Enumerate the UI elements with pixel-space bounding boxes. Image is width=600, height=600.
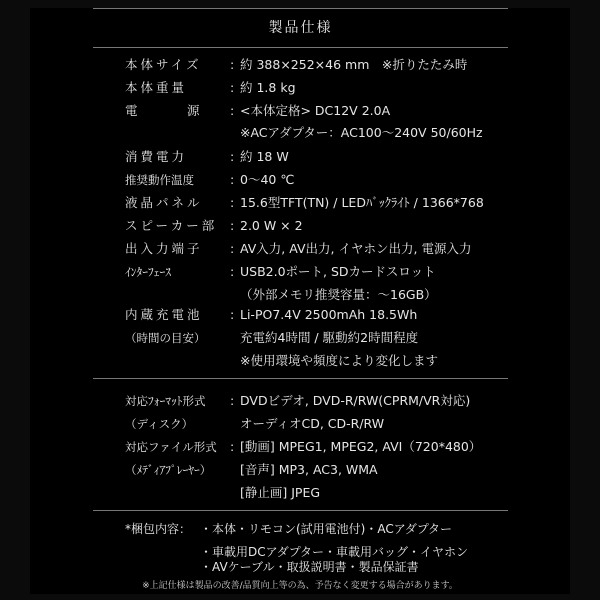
spec-value: USB2.0ポート, SDカードスロット bbox=[240, 264, 436, 279]
footnote: ※上記仕様は製品の改善/品質向上等の為、予告なく変更する場合があります。 bbox=[142, 581, 458, 591]
spec-value: Li-PO7.4V 2500mAh 18.5Wh bbox=[240, 307, 418, 322]
spec-row-consumption: 消費電力 : 約 18 W bbox=[125, 146, 289, 168]
section-divider bbox=[93, 510, 508, 511]
spec-row-speaker: スピーカー部 : 2.0 W × 2 bbox=[125, 215, 303, 237]
spec-value: 15.6型TFT(TN) / LEDﾊﾞｯｸﾗｲﾄ / 1366*768 bbox=[240, 195, 484, 210]
format-subline-image: [静止画] JPEG bbox=[240, 485, 321, 500]
spec-label: スピーカー部 bbox=[125, 218, 218, 233]
format-value: [音声] MP3, AC3, WMA bbox=[240, 462, 378, 477]
spec-value: AV入力, AV出力, イヤホン出力, 電源入力 bbox=[240, 241, 472, 256]
format-value: オーディオCD, CD-R/RW bbox=[240, 416, 385, 431]
section-divider bbox=[93, 378, 508, 379]
spec-value: 約 1.8 kg bbox=[240, 80, 296, 95]
spec-row-weight: 本体重量 : 約 1.8 kg bbox=[125, 77, 296, 99]
format-label: （ﾒﾃﾞｨｱﾌﾟﾚｰﾔｰ） bbox=[125, 463, 212, 477]
spec-subline-note: ※使用環境や頻度により変化します bbox=[240, 353, 438, 368]
package-line: ・AVケーブル・取扱説明書・製品保証書 bbox=[200, 560, 419, 574]
format-row-disc-sub bbox=[125, 413, 384, 435]
spec-label: 出入力端子 bbox=[125, 241, 203, 256]
spec-row-interface: ｲﾝﾀｰﾌｪｰｽ : USB2.0ポート, SDカードスロット bbox=[125, 261, 436, 283]
spec-label: 本体サイズ bbox=[125, 57, 202, 72]
format-label: 対応ﾌｫｰﾏｯﾄ形式 bbox=[125, 394, 206, 408]
spec-row-temperature: 推奨動作温度 : 0〜40 ℃ bbox=[125, 169, 294, 191]
format-row-file-sub bbox=[125, 459, 378, 481]
spec-value: <本体定格> DC12V 2.0A bbox=[240, 103, 391, 118]
format-label: 対応ファイル形式 bbox=[125, 440, 217, 454]
spec-value: 充電約4時間 / 駆動約2時間程度 bbox=[240, 330, 419, 345]
page-title: 製品仕様 bbox=[93, 8, 508, 48]
spec-value: 0〜40 ℃ bbox=[240, 172, 295, 187]
spec-label: （時間の目安） bbox=[125, 331, 206, 345]
format-value: DVDビデオ, DVD-R/RW(CPRM/VR対応) bbox=[240, 393, 471, 408]
format-row-disc: 対応ﾌｫｰﾏｯﾄ形式 : DVDビデオ, DVD-R/RW(CPRM/VR対応) bbox=[125, 390, 470, 412]
spec-subline-adapter: ※ACアダプター：AC100〜240V 50/60Hz bbox=[240, 125, 483, 140]
spec-label: 推奨動作温度 bbox=[125, 173, 194, 187]
spec-row-battery: 内蔵充電池 : Li-PO7.4V 2500mAh 18.5Wh bbox=[125, 304, 417, 326]
spec-subline-memory: （外部メモリ推奨容量：〜16GB） bbox=[240, 287, 437, 302]
spec-label: 本体重量 bbox=[125, 80, 188, 95]
package-line: ・本体・リモコン(試用電池付)・ACアダプター bbox=[200, 522, 453, 536]
spec-value: 約 18 W bbox=[240, 149, 289, 164]
format-value: [動画] MPEG1, MPEG2, AVI（720*480） bbox=[240, 439, 482, 454]
package-line: ・車載用DCアダプター・車載用バッグ・イヤホン bbox=[200, 545, 468, 559]
spec-label: 消費電力 bbox=[125, 149, 188, 164]
spec-row-panel: 液晶パネル : 15.6型TFT(TN) / LEDﾊﾞｯｸﾗｲﾄ / 1366*768 bbox=[125, 192, 484, 214]
spec-row-ports: 出入力端子 : AV入力, AV出力, イヤホン出力, 電源入力 bbox=[125, 238, 471, 260]
spec-row-time bbox=[125, 327, 418, 349]
spec-label: 液晶パネル bbox=[125, 195, 203, 210]
spec-label: 内蔵充電池 bbox=[125, 307, 203, 322]
spec-label: ｲﾝﾀｰﾌｪｰｽ bbox=[125, 265, 171, 279]
package-label: *梱包内容： bbox=[125, 522, 192, 536]
spec-row-size: 本体サイズ : 約 388×252×46 mm ※折りたたみ時 bbox=[125, 54, 467, 76]
spec-row-power: 電 源 : <本体定格> DC12V 2.0A bbox=[125, 100, 390, 122]
format-row-file: 対応ファイル形式 : [動画] MPEG1, MPEG2, AVI（720*480） bbox=[125, 436, 481, 458]
spec-value: 2.0 W × 2 bbox=[240, 218, 303, 233]
format-label: （ディスク） bbox=[125, 417, 194, 431]
spec-label: 電 源 bbox=[125, 103, 203, 118]
spec-value: 約 388×252×46 mm ※折りたたみ時 bbox=[240, 57, 468, 72]
